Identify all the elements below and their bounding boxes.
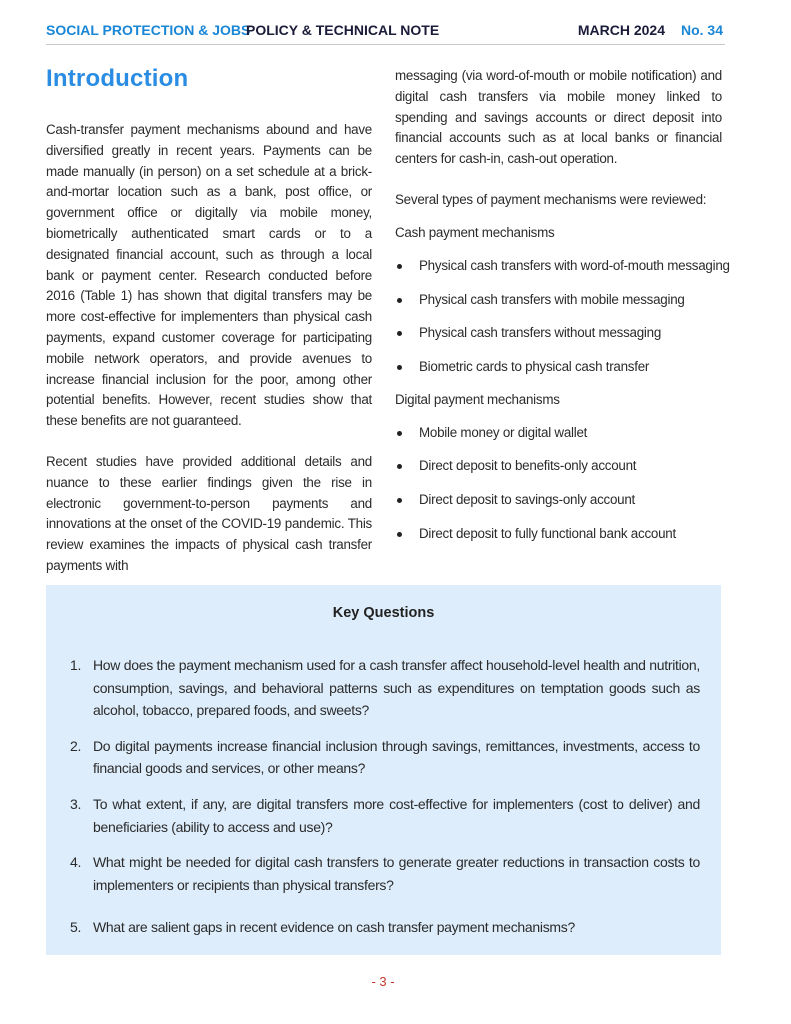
reviewed-intro: Several types of payment mechanisms were reviewed: <box>395 191 707 207</box>
list-item: Direct deposit to fully functional bank account <box>395 524 722 544</box>
publication-date: MARCH 2024 <box>577 22 665 38</box>
question-number: 1. <box>70 657 82 673</box>
right-column <box>395 66 730 557</box>
key-question <box>70 654 700 722</box>
intro-paragraph-1: Cash-transfer payment mechanisms abound and have diversified greatly in recent years. Payments can be made manually (in person) on a set schedule at a brick-and-mortar location such as a bank, post office, or government office or digitally via mobile money, biometrically authenticated smart cards or to a designated financial account, such as through a local bank or payment center. Research conducted before 2016 (Table 1) has shown that digital transfers may be more cost-effective for implementers than physical cash payments, expand customer coverage for participating mobile network operators, and provide avenues to increase financial inclusion for the poor, among other potential benefits. However, recent studies show that these benefits are not guaranteed. <box>46 122 372 429</box>
question-text: To what extent, if any, are digital transfers more cost-effective for implementers (cost to deliver) and beneficiaries (ability to access and use)? <box>93 795 700 835</box>
key-questions-title: Key Questions <box>332 605 435 621</box>
key-question <box>70 793 700 838</box>
key-questions-list <box>70 654 700 952</box>
cash-mechanisms-list <box>395 256 730 377</box>
series-name: SOCIAL PROTECTION & JOBS <box>46 22 251 38</box>
question-number: 5. <box>70 919 82 936</box>
question-text: How does the payment mechanism used for a cash transfer affect household-level health and nutrition, consumption, savings, and behavioral patterns such as expenditures on temptation goods such as alcohol, tobacco, prepared foods, and sweets? <box>93 657 700 719</box>
digital-mechanisms-list <box>395 423 722 544</box>
question-text: Do digital payments increase financial inclusion through savings, remittances, investments, access to financial goods and services, or other means? <box>93 737 700 777</box>
list-item: Physical cash transfers with mobile messaging <box>395 290 722 310</box>
question-text: What are salient gaps in recent evidence on cash transfer payment mechanisms? <box>93 919 575 936</box>
list-item: Direct deposit to savings-only account <box>395 490 722 510</box>
key-questions-box <box>46 585 721 955</box>
intro-paragraph-2-continued: messaging (via word-of-mouth or mobile notification) and digital cash transfers via mobile money linked to spending and savings accounts or direct deposit into financial accounts such as at local banks or financial centers for cash-in, cash-out operation. <box>395 68 722 167</box>
key-question <box>70 916 700 939</box>
list-item: Physical cash transfers with word-of-mouth messaging <box>395 256 722 276</box>
cash-mechanisms-heading: Cash payment mechanisms <box>395 224 555 240</box>
note-type: POLICY & TECHNICAL NOTE <box>246 22 440 38</box>
list-item: Physical cash transfers without messaging <box>395 323 722 343</box>
list-item: Direct deposit to benefits-only account <box>395 456 722 476</box>
section-title: Introduction <box>46 65 189 92</box>
question-number: 2. <box>70 737 82 754</box>
question-number: 3. <box>70 795 82 812</box>
digital-mechanisms-heading: Digital payment mechanisms <box>395 391 560 407</box>
issue-number: No. 34 <box>680 22 723 38</box>
key-question <box>70 735 700 780</box>
intro-paragraph-2: Recent studies have provided additional details and nuance to these earlier findings given the rise in electronic government-to-person payments and innovations at the onset of the COVID-19 pandemic. This review examines the impacts of physical cash transfer payments with <box>46 453 372 573</box>
list-item: Mobile money or digital wallet <box>395 423 722 443</box>
page-number: - 3 - <box>371 974 395 989</box>
key-question <box>70 851 700 896</box>
question-number: 4. <box>70 854 82 871</box>
list-item: Biometric cards to physical cash transfer <box>395 357 722 377</box>
page-header <box>46 20 725 45</box>
question-text: What might be needed for digital cash transfers to generate greater reductions in transaction costs to implementers or recipients than physical transfers? <box>93 854 700 893</box>
left-column <box>46 64 372 597</box>
